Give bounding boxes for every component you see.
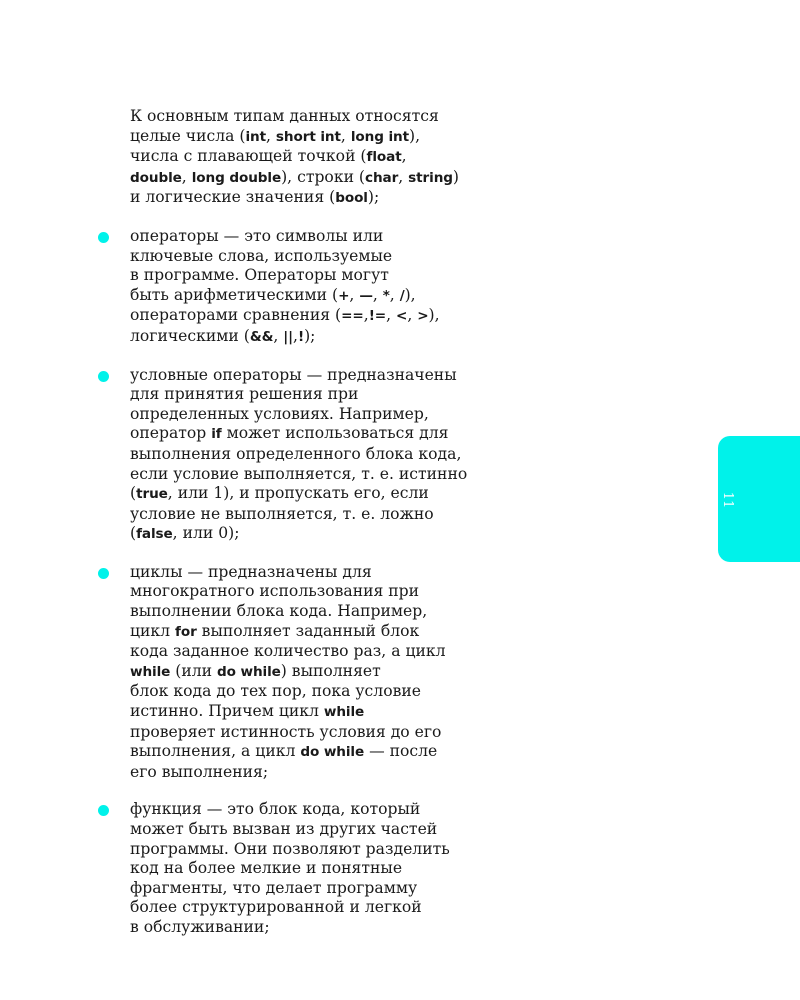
bullet-dot-icon	[98, 232, 109, 243]
text-line: блок кода до тех пор, пока условие	[130, 682, 421, 701]
bullet-item-loops	[130, 563, 500, 783]
code-keyword: !=	[368, 308, 387, 325]
text-line: целые числа (int, short int, long int),	[130, 126, 421, 145]
text-line: в программе. Операторы могут	[130, 266, 389, 285]
code-keyword: !	[297, 328, 305, 345]
code-keyword: +	[338, 287, 350, 304]
bullet-item-operators	[130, 227, 500, 348]
text-line: программы. Они позволяют разделить	[130, 839, 450, 858]
code-keyword: —	[359, 287, 373, 304]
text-line: код на более мелкие и понятные	[130, 859, 403, 878]
code-keyword: float	[366, 149, 402, 166]
bullet-dot-icon	[98, 568, 109, 579]
text-line: условие не выполняется, т. е. ложно	[130, 504, 434, 523]
text-line: (false, или 0);	[130, 524, 240, 543]
text-line: быть арифметическими (+, —, *, /),	[130, 285, 416, 304]
code-keyword: long int	[350, 128, 410, 145]
code-keyword: true	[136, 486, 168, 503]
text-line: фрагменты, что делает программу	[130, 878, 418, 897]
code-keyword: double	[130, 169, 182, 186]
text-line: выполнении блока кода. Например,	[130, 602, 428, 621]
code-keyword: do while	[300, 744, 365, 761]
text-line: числа с плавающей точкой (float,	[130, 147, 407, 166]
text-line: проверяет истинность условия до его	[130, 722, 442, 741]
code-keyword: /	[399, 287, 405, 304]
text-line: операторами сравнения (==,!=, <, >),	[130, 306, 440, 325]
bullet-dot-icon	[98, 371, 109, 382]
text-line: условные операторы — предназначены	[130, 365, 457, 384]
text-line: в обслуживании;	[130, 917, 270, 936]
text-line: (true, или 1), и пропускать его, если	[130, 484, 429, 503]
text-line: оператор if может использоваться для	[130, 424, 449, 443]
code-keyword: >	[417, 308, 429, 325]
text-line: и логические значения (bool);	[130, 188, 380, 207]
code-keyword: do while	[216, 663, 281, 680]
code-keyword: if	[211, 426, 222, 443]
page-number: 11	[720, 491, 736, 509]
text-line: операторы — это символы или	[130, 226, 384, 245]
text-line: функция — это блок кода, который	[130, 800, 421, 819]
text-line: К основным типам данных относятся	[130, 107, 439, 125]
text-line: если условие выполняется, т. е. истинно	[130, 464, 468, 483]
code-keyword: <	[396, 308, 408, 325]
code-keyword: short int	[275, 128, 341, 145]
text-line: ключевые слова, используемые	[130, 246, 393, 265]
code-keyword: ==	[341, 308, 364, 325]
text-line: логическими (&&, ||,!);	[130, 326, 316, 345]
code-keyword: bool	[335, 190, 368, 207]
text-line: более структурированной и легкой	[130, 898, 422, 917]
text-line: while (или do while) выполняет	[130, 661, 381, 680]
text-line: цикл for выполняет заданный блок	[130, 621, 420, 640]
code-keyword: while	[130, 663, 171, 680]
code-keyword: false	[136, 526, 173, 543]
text-line: его выполнения;	[130, 762, 269, 781]
bullet-item-functions	[130, 800, 500, 937]
text-line: многократного использования при	[130, 582, 420, 601]
code-keyword: while	[323, 704, 365, 721]
bullet-item-conditionals	[130, 366, 500, 545]
text-line: может быть вызван из других частей	[130, 820, 438, 838]
text-line: выполнения определенного блока кода,	[130, 444, 462, 463]
code-keyword: *	[382, 287, 390, 304]
code-keyword: ||	[283, 328, 294, 345]
code-keyword: long double	[191, 169, 282, 186]
text-line: для принятия решения при	[130, 385, 359, 404]
intro-paragraph	[130, 107, 500, 209]
code-keyword: for	[175, 623, 197, 640]
text-line: выполнения, а цикл do while — после	[130, 742, 438, 761]
text-line: определенных условиях. Например,	[130, 404, 429, 423]
text-line: истинно. Причем цикл while	[130, 702, 365, 721]
text-line: циклы — предназначены для	[130, 562, 372, 581]
text-line: double, long double), строки (char, string)	[130, 167, 460, 186]
code-keyword: string	[408, 169, 453, 186]
page-text	[130, 107, 500, 938]
bullet-dot-icon	[98, 805, 109, 816]
code-keyword: char	[365, 169, 399, 186]
text-line: кода заданное количество раз, а цикл	[130, 642, 446, 661]
code-keyword: int	[245, 128, 266, 145]
code-keyword: &&	[249, 328, 274, 345]
